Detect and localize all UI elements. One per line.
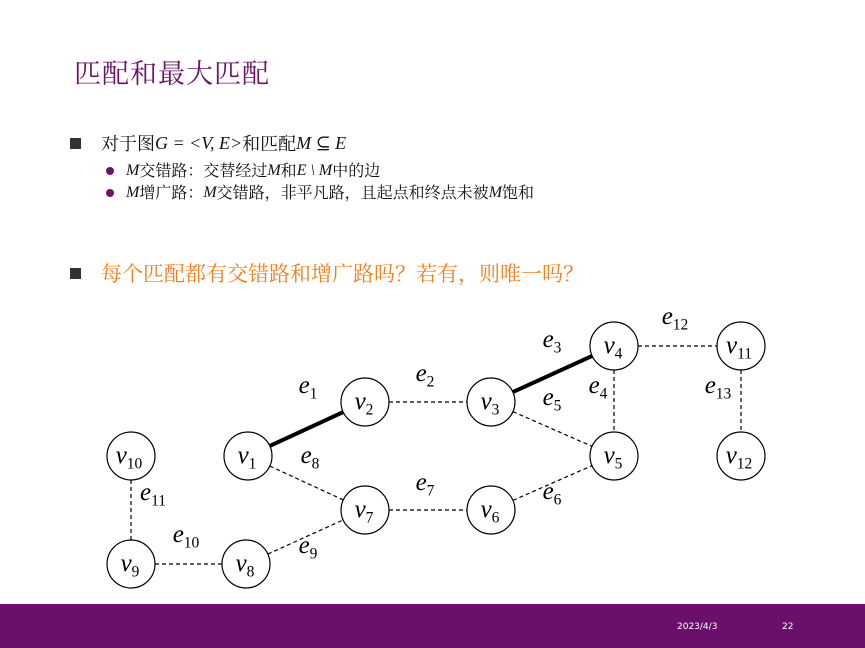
footer-bar — [0, 604, 865, 648]
graph-notation: G = <V, E> — [155, 132, 243, 153]
edge-label-e7: $e_7$ — [415, 469, 435, 500]
node-label-v5: $v_5$ — [603, 442, 623, 473]
sub1-text-a: 交错路：交替经过 — [139, 161, 268, 180]
footer-date: 2023/4/3 — [677, 622, 718, 632]
set-difference: E \ M — [296, 162, 333, 179]
m-symbol: M — [267, 162, 281, 179]
node-label-v1: $v_1$ — [237, 442, 257, 473]
node-label-v7: $v_7$ — [354, 496, 374, 527]
bullet-prefix: 对于图 — [101, 134, 155, 155]
footer-page-number: 22 — [782, 622, 794, 632]
node-label-v12: $v_{12}$ — [725, 442, 753, 473]
node-label-v11: $v_{11}$ — [725, 332, 753, 363]
sub2-text-c: 饱和 — [502, 183, 535, 202]
node-label-v8: $v_8$ — [235, 550, 255, 581]
sub2-text-b: 交错路，非平凡路，且起点和终点未被 — [216, 183, 489, 202]
edge-label-e13: $e_{13}$ — [704, 372, 732, 403]
edge-label-e6: $e_6$ — [542, 478, 562, 509]
bullet-mid: 和匹配 — [242, 134, 297, 155]
sub1-text-b: 和 — [280, 161, 297, 180]
edge-e8 — [270, 466, 343, 500]
edge-label-e9: $e_9$ — [298, 532, 318, 563]
sub2-text-a: 增广路： — [139, 183, 204, 202]
node-label-v3: $v_3$ — [480, 388, 500, 419]
node-label-v10: $v_{10}$ — [115, 442, 143, 473]
node-label-v9: $v_9$ — [120, 550, 140, 581]
question-text: 每个匹配都有交错路和增广路吗？若有，则唯一吗？ — [101, 262, 584, 286]
node-label-v6: $v_6$ — [480, 496, 500, 527]
node-label-v4: $v_4$ — [603, 332, 623, 363]
edge-label-e4: $e_4$ — [588, 372, 608, 403]
edge-label-e11: $e_{11}$ — [139, 479, 167, 510]
edge-label-e1: $e_1$ — [298, 372, 318, 403]
sub1-text-c: 中的边 — [332, 161, 381, 180]
edge-e1-matched — [270, 412, 343, 446]
edge-label-e2: $e_2$ — [415, 360, 435, 391]
edge-label-e3: $e_3$ — [542, 326, 562, 357]
m-symbol: M — [126, 162, 140, 179]
edge-label-e12: $e_{12}$ — [661, 303, 689, 334]
node-label-v2: $v_2$ — [354, 388, 374, 419]
slide-title: 匹配和最大匹配 — [74, 59, 270, 90]
edge-e5 — [513, 412, 592, 447]
edge-label-e8: $e_8$ — [300, 442, 320, 473]
matching-notation: M ⊆ E — [296, 132, 347, 153]
edge-label-e5: $e_5$ — [542, 384, 562, 415]
edge-label-e10: $e_{10}$ — [172, 521, 200, 552]
m-symbol: M — [126, 184, 140, 201]
m-symbol: M — [203, 184, 217, 201]
m-symbol: M — [488, 184, 503, 201]
